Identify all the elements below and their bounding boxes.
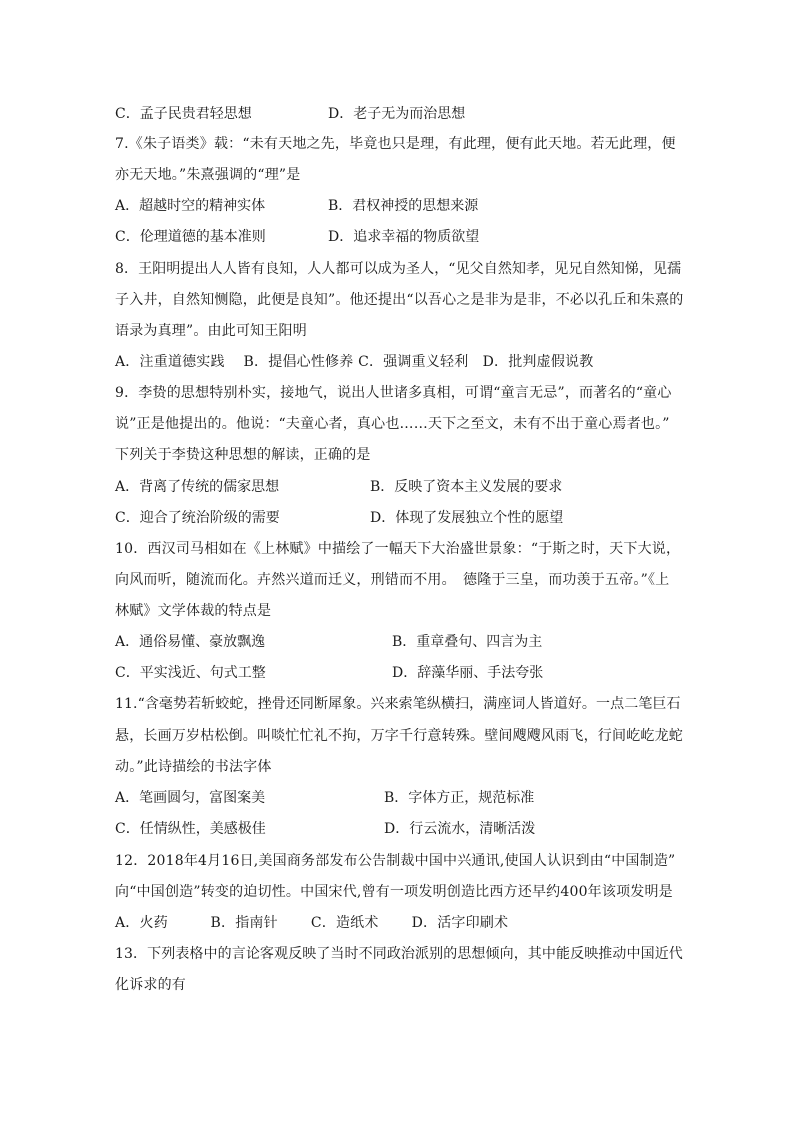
q8-stem-line-2: 子入井，自然知恻隐，此便是良知”。他还提出“以吾心之是非为是非，不必以孔丘和朱熹的 [115, 292, 684, 308]
q12-options: A．火药 B．指南针 C．造纸术 D．活字印刷术 [115, 915, 509, 931]
q11-stem-line-1: 11.“含毫势若斩蛟蛇，挫骨还同断犀象。兴来索笔纵横扫，满座词人皆道好。一点二笔巨石 [115, 696, 681, 712]
q9-option-b: B．反映了资本主义发展的要求 [370, 479, 563, 495]
q8-options: A．注重道德实践 B．提倡心性修养 C．强调重义轻利 D．批判虚假说教 [115, 354, 594, 370]
q9-stem-line-1: 9．李贽的思想特别朴实，接地气，说出人世诸多真相，可谓“童言无忌”，而著名的“童心 [115, 385, 672, 401]
q10-option-d: D．辞藻华丽、手法夸张 [392, 665, 544, 681]
q10-stem-line-2: 向风而听，随流而化。卉然兴道而迁义，刑错而不用。 德隆于三皇，而功羡于五帝。”《上 [115, 572, 670, 588]
q7-option-c: C．伦理道德的基本准则 [115, 229, 266, 245]
q10-stem-line-3: 林赋》文学体裁的特点是 [115, 603, 272, 619]
q11-option-a: A．笔画圆匀，富图案美 [115, 790, 266, 806]
q11-option-b: B．字体方正，规范标准 [384, 790, 535, 806]
q10-option-a: A．通俗易懂、豪放飘逸 [115, 634, 266, 650]
q10-stem-line-1: 10．西汉司马相如在《上林赋》中描绘了一幅天下大治盛世景象：“于斯之时，天下大说， [115, 541, 681, 557]
q11-stem-line-3: 动。”此诗描绘的书法字体 [115, 759, 272, 775]
q6-option-d: D．老子无为而治思想 [328, 106, 466, 122]
q12-stem-line-2: 向“中国创造”转变的迫切性。中国宋代,曾有一项发明创造比西方还早约400年该项发明是 [115, 884, 673, 900]
q11-option-d: D．行云流水，清晰活泼 [384, 821, 536, 837]
q10-option-c: C．平实浅近、句式工整 [115, 665, 266, 681]
q10-option-b: B．重章叠句、四言为主 [392, 634, 543, 650]
q7-stem-line-2: 亦无天地。”朱熹强调的“理”是 [115, 167, 301, 183]
q7-option-d: D．追求幸福的物质欲望 [328, 229, 480, 245]
q7-option-a: A．超越时空的精神实体 [115, 198, 266, 214]
q6-option-c: C．孟子民贵君轻思想 [115, 106, 252, 122]
q11-option-c: C．任情纵性，美感极佳 [115, 821, 266, 837]
q7-option-b: B．君权神授的思想来源 [328, 198, 479, 214]
q9-option-d: D．体现了发展独立个性的愿望 [370, 510, 564, 526]
q7-stem-line-1: 7.《朱子语类》载：“未有天地之先，毕竟也只是理，有此理，便有此天地。若无此理，便 [115, 136, 676, 152]
q13-stem-line-2: 化诉求的有 [115, 977, 186, 993]
q12-stem-line-1: 12．2018年4月16日,美国商务部发布公告制裁中国中兴通讯,使国人认识到由“中国制造” [115, 853, 676, 869]
q13-stem-line-1: 13．下列表格中的言论客观反映了当时不同政治派别的思想倾向，其中能反映推动中国近代 [115, 946, 683, 962]
q9-stem-line-2: 说”正是他提出的。他说：“夫童心者，真心也……天下之至文，未有不出于童心焉者也。” [115, 416, 670, 432]
q9-option-c: C．迎合了统治阶级的需要 [115, 510, 280, 526]
q9-option-a: A．背离了传统的儒家思想 [115, 479, 280, 495]
q8-stem-line-3: 语录为真理”。由此可知王阳明 [115, 323, 307, 339]
q11-stem-line-2: 悬，长画万岁枯松倒。叫啖忙忙礼不拘，万字千行意转殊。壁间飕飕风雨飞，行间屹屹龙蛇 [115, 728, 683, 744]
q9-stem-line-3: 下列关于李贽这种思想的解读，正确的是 [115, 447, 371, 463]
q8-stem-line-1: 8．王阳明提出人人皆有良知，人人都可以成为圣人，“见父自然知孝，见兄自然知悌，见孺 [115, 261, 682, 277]
